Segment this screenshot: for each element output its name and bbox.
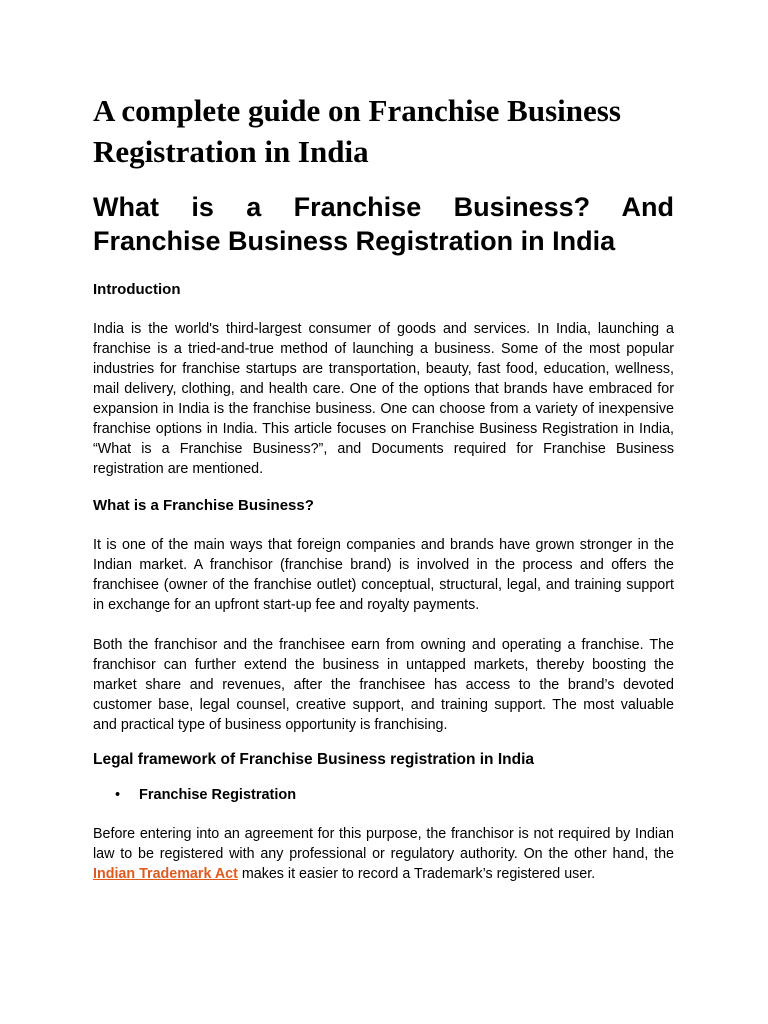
what-is-franchise-paragraph-2: Both the franchisor and the franchisee earn from owning and operating a franchise. The franchisor can further extend the business in untapped markets, thereby boosting the market share and revenues, after the franchisee has access to the brand’s devoted customer base, legal counsel, creative support, and training support. The most valuable and practical type of business opportunity is franchising. — [93, 637, 674, 733]
document-title: A complete guide on Franchise Business Registration in India — [93, 93, 621, 169]
introduction-heading: Introduction — [93, 281, 181, 298]
bullet-icon: • — [115, 787, 121, 803]
bullet-list-item — [93, 785, 674, 805]
document-page — [93, 90, 674, 884]
registration-text-after-link: makes it easier to record a Trademark’s registered user. — [237, 866, 596, 882]
bullet-item-label: Franchise Registration — [139, 787, 297, 803]
what-is-franchise-heading: What is a Franchise Business? — [93, 497, 314, 514]
section-title: What is a Franchise Business? And Franchise Business Registration in India — [93, 192, 674, 256]
registration-paragraph — [93, 824, 674, 884]
registration-text-before-link: Before entering into an agreement for this purpose, the franchisor is not required by Indian law to be registered with any professional or regulatory authority. On the other hand, the — [93, 826, 674, 862]
indian-trademark-act-link[interactable]: Indian Trademark Act — [93, 866, 238, 882]
what-is-franchise-paragraph-1: It is one of the main ways that foreign companies and brands have grown stronger in the Indian market. A franchisor (franchise brand) is involved in the process and offers the franchisee (owner of the franchise outlet) conceptual, structural, legal, and training support in exchange for an upfront start-up fee and royalty payments. — [93, 537, 674, 613]
legal-framework-heading: Legal framework of Franchise Business registration in India — [93, 751, 535, 768]
introduction-paragraph: India is the world's third-largest consumer of goods and services. In India, launching a franchise is a tried-and-true method of launching a business. Some of the most popular industries for franchise startups are transportation, beauty, fast food, education, wellness, mail delivery, clothing, and health care. One of the options that brands have embraced for expansion in India is the franchise business. One can choose from a variety of inexpensive franchise options in India. This article focuses on Franchise Business Registration in India, “What is a Franchise Business?”, and Documents required for Franchise Business registration are mentioned. — [93, 321, 674, 477]
